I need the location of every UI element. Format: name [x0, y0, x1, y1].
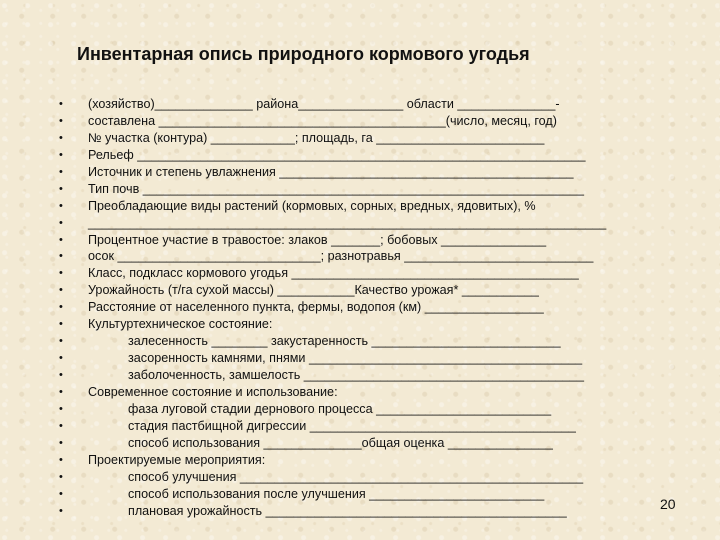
form-field-text: стадия пастбищной дигрессии ______________________________________	[128, 418, 576, 433]
form-field-line	[56, 333, 616, 350]
form-field-line	[56, 367, 616, 384]
form-field-line	[56, 282, 616, 299]
bullet-icon: •	[59, 114, 63, 127]
bullet-icon: •	[59, 199, 63, 212]
bullet-icon: •	[59, 301, 63, 314]
bullet-icon: •	[59, 369, 63, 381]
bullet-icon: •	[59, 504, 63, 517]
form-field-text: заболоченность, замшелость ________________________________________	[128, 368, 584, 382]
form-field-line	[56, 248, 616, 265]
bullet-icon: •	[59, 267, 63, 280]
page-number: 20	[660, 496, 676, 512]
form-field-text: залесенность ________ закустаренность ___________________________	[128, 334, 561, 349]
bullet-icon: •	[59, 233, 63, 246]
bullet-icon: •	[59, 453, 63, 466]
slide-title: Инвентарная опись природного кормового угодья	[77, 44, 530, 64]
form-field-line	[56, 130, 616, 147]
form-field-text: фаза луговой стадии дернового процесса _________________________	[128, 401, 552, 416]
form-field-text: Источник и степень увлажнения __________________________________________	[88, 164, 574, 179]
form-field-line	[56, 418, 616, 435]
bullet-icon: •	[59, 250, 63, 263]
form-field-list	[56, 96, 616, 519]
form-field-text: Урожайность (т/га сухой массы) ___________Качество урожая* ___________	[88, 283, 539, 298]
form-field-text: осок _____________________________; разнотравья ___________________________	[88, 249, 594, 264]
form-field-line	[56, 469, 616, 486]
bullet-icon: •	[59, 216, 63, 229]
bullet-icon: •	[59, 131, 63, 144]
form-field-text: способ использования после улучшения _________________________	[128, 486, 545, 501]
form-field-text: № участка (контура) ____________; площадь, га ________________________	[88, 130, 545, 145]
form-field-line	[56, 316, 616, 333]
bullet-icon: •	[59, 182, 63, 195]
form-field-text: засоренность камнями, пнями _______________________________________	[128, 351, 583, 366]
bullet-icon: •	[59, 335, 63, 348]
bullet-icon: •	[59, 148, 63, 161]
form-field-line	[56, 486, 616, 503]
form-field-text: (хозяйство)______________ района_______________ области ______________-	[88, 97, 560, 111]
bullet-icon: •	[59, 402, 63, 415]
bullet-icon: •	[59, 318, 63, 331]
form-field-line	[56, 147, 616, 164]
form-field-text: Тип почв _______________________________________________________________	[88, 181, 585, 196]
form-field-text: Рельеф ________________________________________________________________	[88, 147, 586, 162]
form-field-line	[56, 232, 616, 249]
form-field-line	[56, 164, 616, 181]
bullet-icon: •	[59, 419, 63, 432]
form-field-line	[56, 299, 616, 316]
form-field-text: плановая урожайность ___________________________________________	[128, 503, 567, 518]
form-field-line	[56, 198, 616, 215]
form-field-text: Класс, подкласс кормового угодья _________________________________________	[88, 266, 579, 281]
form-field-line	[56, 350, 616, 367]
form-field-line	[56, 452, 616, 469]
form-field-text: Проектируемые мероприятия:	[88, 452, 266, 467]
bullet-icon: •	[59, 165, 63, 178]
form-field-line	[56, 215, 616, 232]
bullet-icon: •	[59, 284, 63, 297]
form-field-text: составлена _________________________________________(число, месяц, год)	[88, 113, 557, 128]
bullet-icon: •	[59, 98, 63, 110]
form-field-line	[56, 503, 616, 520]
form-field-line	[56, 435, 616, 452]
bullet-icon: •	[59, 352, 63, 365]
form-field-text: Культуртехническое состояние:	[88, 317, 273, 332]
form-field-text: __________________________________________________________________________	[88, 215, 607, 230]
form-field-line	[56, 96, 616, 113]
form-field-text: Процентное участие в травостое: злаков _______; бобовых _______________	[88, 232, 547, 247]
form-field-text: Расстояние от населенного пункта, фермы, водопоя (км) _________________	[88, 300, 544, 315]
form-field-text: Современное состояние и использование:	[88, 384, 338, 399]
form-field-text: способ использования ______________общая оценка _______________	[128, 435, 553, 450]
bullet-icon: •	[59, 385, 63, 398]
form-field-line	[56, 181, 616, 198]
form-field-line	[56, 113, 616, 130]
form-field-line	[56, 265, 616, 282]
form-field-line	[56, 401, 616, 418]
bullet-icon: •	[59, 487, 63, 500]
form-field-text: Преобладающие виды растений (кормовых, сорных, вредных, ядовитых), %	[88, 198, 536, 213]
bullet-icon: •	[59, 436, 63, 449]
bullet-icon: •	[59, 470, 63, 483]
form-field-text: способ улучшения _________________________________________________	[128, 469, 584, 484]
form-field-line	[56, 384, 616, 401]
